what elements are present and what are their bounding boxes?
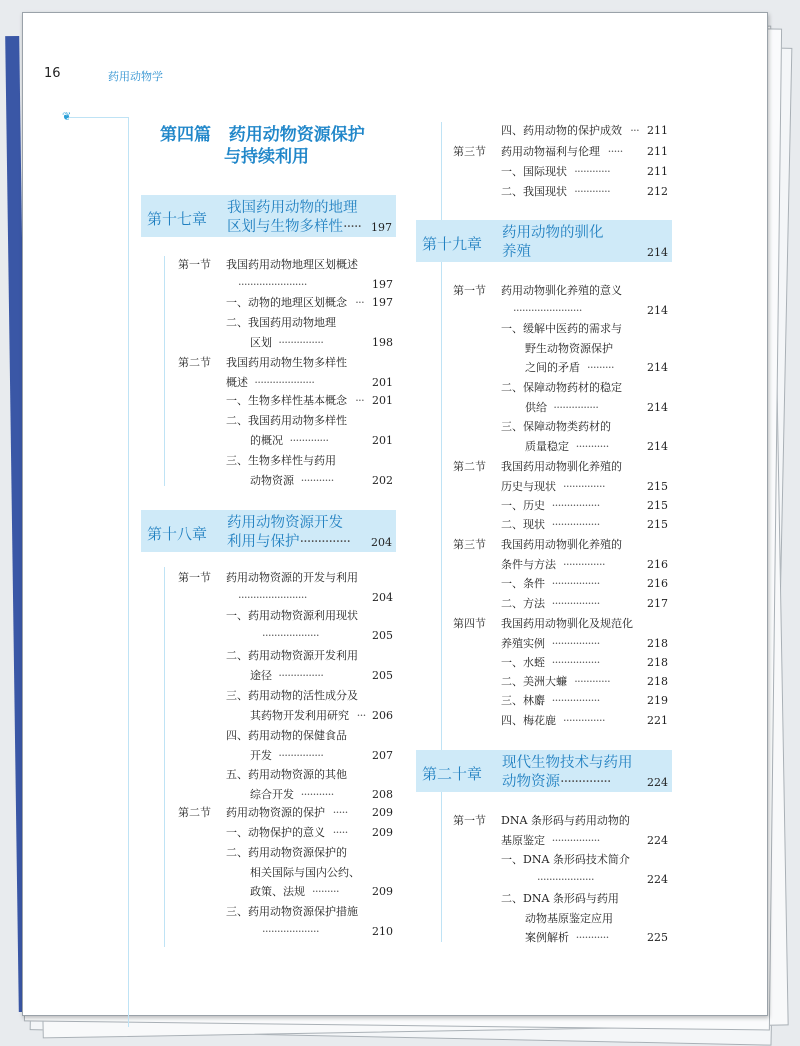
leader-dots: ················ (551, 656, 600, 669)
toc-entry-text: 药用动物资源的开发与利用 (226, 571, 358, 584)
chapter-title-line2: 动物资源 (502, 774, 560, 790)
toc-entry-text: 三、林麝 (501, 694, 545, 707)
leader-dots: ··· (355, 394, 365, 407)
toc-entry-text: DNA 条形码与药用动物的 (501, 814, 630, 827)
leader-dots: ··············· (278, 668, 324, 682)
leader-dots: ·············· (563, 479, 605, 493)
chapter-title-line2: 利用与保护 (227, 534, 300, 550)
page-ref: 221 (647, 714, 668, 727)
toc-entry-text: 动物基原鉴定应用 (525, 911, 613, 925)
leader-dots: ······················· (238, 277, 307, 291)
section-number: 第三节 (453, 538, 486, 551)
page-ref: 209 (372, 806, 393, 819)
page-ref: 198 (372, 335, 393, 349)
page-ref: 214 (647, 303, 668, 317)
chapter-page: 204 (371, 536, 392, 549)
toc-entry-text: 二、药用动物资源开发利用 (226, 649, 358, 662)
page-ref: 206 (372, 708, 393, 722)
toc-entry-text: 供给 (525, 400, 547, 414)
section-number: 第一节 (178, 258, 211, 271)
leader-dots: ····· (332, 826, 348, 839)
page-ref: 214 (647, 439, 668, 453)
chapter-title-line1: 我国药用动物的地理 (227, 200, 358, 216)
leader-dots: ················ (551, 597, 600, 610)
chapter-bracket (164, 567, 165, 947)
leader-dots: ················ (551, 636, 600, 650)
leader-dots: ··· (630, 124, 640, 137)
toc-entry-text: 我国药用动物地理区划概述 (226, 258, 358, 271)
chapter-number: 第十八章 (147, 525, 208, 543)
leader-dots: ··· (355, 296, 365, 309)
page-ref: 224 (647, 872, 668, 886)
toc-entry-text: 一、生物多样性基本概念 (226, 394, 347, 407)
toc-entry-text: 一、历史 (501, 499, 545, 512)
chapter-title-line1: 药用动物资源开发 (227, 515, 343, 531)
chapter-title-line1: 现代生物技术与药用 (502, 755, 633, 771)
toc-entry-text: 药用动物福利与伦理 (501, 145, 600, 158)
page-ref: 202 (372, 473, 393, 487)
page-ref: 209 (372, 885, 393, 899)
chapter-title-line2: 养殖 (502, 244, 531, 260)
toc-entry-text: 四、药用动物的保健食品 (226, 729, 347, 742)
part-title (160, 124, 410, 168)
page-ref: 215 (647, 518, 668, 531)
page-ref: 215 (647, 499, 668, 512)
decor-line (68, 117, 128, 118)
toc-entry-text: 一、动物保护的意义 (226, 826, 325, 839)
toc-entry-text: 动物资源 (250, 473, 294, 487)
toc-entry-text: 途径 (250, 668, 272, 682)
toc-entry-text: 基原鉴定 (501, 833, 545, 847)
leader-dots: ··················· (537, 872, 594, 886)
toc-entry-text: 我国药用动物驯化及规范化 (501, 617, 633, 630)
toc-entry-text: 开发 (250, 748, 272, 762)
toc-entry-text: 一、动物的地理区划概念 (226, 296, 347, 309)
toc-entry-text: 质量稳定 (525, 439, 569, 453)
leader-dots: ············ (574, 165, 611, 178)
leader-dots: ··········· (575, 931, 609, 945)
toc-entry-text: 二、我国药用动物地理 (226, 316, 336, 329)
page-ref: 211 (647, 124, 668, 137)
page-ref: 208 (372, 787, 393, 801)
page-number: 16 (44, 66, 61, 81)
page-ref: 218 (647, 675, 668, 688)
toc-entry-text: 一、DNA 条形码技术简介 (501, 853, 630, 866)
toc-entry-text: 三、药用动物资源保护措施 (226, 905, 358, 918)
chapter-page: 224 (647, 776, 668, 789)
part-title-line1: 药用动物资源保护 (228, 125, 365, 145)
page-ref: 209 (372, 826, 393, 839)
leader-dots: ··· (356, 708, 366, 722)
chapter-page: 214 (647, 246, 668, 259)
leader-dots: ··············· (553, 400, 599, 414)
leader-dots: ········· (587, 361, 614, 375)
toc-entry-text: 案例解析 (525, 931, 569, 945)
chapter-number: 第十七章 (147, 210, 208, 228)
leaf-icon: ❦ (62, 110, 72, 123)
toc-entry-text: 之间的矛盾 (525, 361, 580, 375)
leader-dots: ················ (551, 499, 600, 512)
toc-entry-text: 三、保障动物类药材的 (501, 420, 611, 433)
toc-entry-text: 二、美洲大蠊 (501, 675, 567, 688)
leader-dots: ············ (574, 185, 611, 198)
page-ref: 201 (372, 394, 393, 407)
chapter-number: 第二十章 (422, 765, 483, 783)
toc-entry-text: 四、梅花鹿 (501, 714, 556, 727)
leader-dots: ············ (574, 675, 611, 688)
page-ref: 214 (647, 400, 668, 414)
leader-dots: ····· (332, 806, 348, 819)
leader-dots: ···················· (254, 375, 315, 389)
page-ref: 201 (372, 375, 393, 389)
leader-dots: ······················· (238, 590, 307, 604)
leader-dots: ··············· (278, 335, 324, 349)
running-header-title: 药用动物学 (108, 70, 163, 83)
section-number: 第四节 (453, 617, 486, 630)
leader-dots: ················ (551, 694, 600, 707)
leader-dots: ··············· (278, 748, 324, 762)
toc-entry-text: 二、我国现状 (501, 185, 567, 198)
page-ref: 214 (647, 361, 668, 375)
toc-entry-text: 药用动物驯化养殖的意义 (501, 284, 622, 297)
toc-entry-text: 我国药用动物驯化养殖的 (501, 460, 622, 473)
page-ref: 204 (372, 590, 393, 604)
page-ref: 216 (647, 577, 668, 590)
page-ref: 207 (372, 748, 393, 762)
leader-dots: ·············· (563, 557, 605, 571)
section-number: 第三节 (453, 145, 486, 158)
page-ref: 216 (647, 557, 668, 571)
page-ref: 201 (372, 433, 393, 447)
page-ref: 219 (647, 694, 668, 707)
leader-dots: ················ (551, 518, 600, 531)
toc-entry-text: 我国药用动物生物多样性 (226, 356, 347, 369)
toc-entry-text: 区划 (250, 335, 272, 349)
chapter-20-heading[interactable]: 第二十章 现代生物技术与药用 动物资源·············· 224 (416, 750, 672, 792)
page-ref: 218 (647, 636, 668, 650)
toc-entry-text: 一、药用动物资源利用现状 (226, 609, 358, 622)
leader-dots: ··········· (300, 473, 334, 487)
toc-entry-text: 三、生物多样性与药用 (226, 454, 336, 467)
leader-dots: ······················· (513, 303, 582, 317)
page-ref: 215 (647, 479, 668, 493)
toc-entry-text: 一、水蛭 (501, 656, 545, 669)
chapter-title-line1: 药用动物的驯化 (502, 225, 604, 241)
section-number: 第一节 (453, 814, 486, 827)
leader-dots: ················ (551, 833, 600, 847)
leader-dots: ··················· (262, 628, 319, 642)
toc-entry-text: 的概况 (250, 433, 283, 447)
chapter-number: 第十九章 (422, 235, 483, 253)
chapter-17-heading[interactable]: 第十七章 我国药用动物的地理 区划与生物多样性····· 197 (141, 195, 396, 237)
page-ref: 225 (647, 931, 668, 945)
page-ref: 205 (372, 668, 393, 682)
toc-entry-text: 二、现状 (501, 518, 545, 531)
toc-entry-text: 药用动物资源的保护 (226, 806, 325, 819)
chapter-bracket (441, 282, 442, 722)
toc-entry-text: 二、方法 (501, 597, 545, 610)
section-number: 第二节 (453, 460, 486, 473)
toc-entry-text: 概述 (226, 375, 248, 389)
page-ref: 197 (372, 296, 393, 309)
toc-entry-text: 二、药用动物资源保护的 (226, 846, 347, 859)
toc-entry-text: 其药物开发利用研究 (250, 708, 349, 722)
section-number: 第一节 (453, 284, 486, 297)
chapter-title-line2: 区划与生物多样性 (227, 219, 343, 235)
page-ref: 211 (647, 165, 668, 178)
page-ref: 212 (647, 185, 668, 198)
toc-entry-text: 相关国际与国内公约、 (250, 865, 360, 879)
page-ref: 197 (372, 277, 393, 291)
page-ref: 205 (372, 628, 393, 642)
toc-entry-text: 三、药用动物的活性成分及 (226, 689, 358, 702)
toc-entry-text: 养殖实例 (501, 636, 545, 650)
part-title-line2: 与持续利用 (224, 147, 309, 167)
chapter-18-heading[interactable]: 第十八章 药用动物资源开发 利用与保护·············· 204 (141, 510, 396, 552)
toc-entry-text: 我国药用动物驯化养殖的 (501, 538, 622, 551)
toc-entry-text: 一、缓解中医药的需求与 (501, 322, 622, 335)
toc-entry-text: 五、药用动物资源的其他 (226, 768, 347, 781)
leader-dots: ········· (312, 885, 339, 899)
toc-entry-text: 一、条件 (501, 577, 545, 590)
page-ref: 218 (647, 656, 668, 669)
leader-dots: ····· (607, 145, 623, 158)
part-label: 第四篇 (160, 125, 211, 145)
toc-entry-text: 二、保障动物药材的稳定 (501, 381, 622, 394)
leader-dots: ··········· (300, 787, 334, 801)
section-number: 第二节 (178, 806, 211, 819)
page-ref: 210 (372, 924, 393, 938)
page-ref: 217 (647, 597, 668, 610)
chapter-page: 197 (371, 221, 392, 234)
toc-entry-text: 历史与现状 (501, 479, 556, 493)
toc-entry-text: 二、我国药用动物多样性 (226, 414, 347, 427)
toc-entry-text: 一、国际现状 (501, 165, 567, 178)
toc-entry-text: 条件与方法 (501, 557, 556, 571)
decor-line (128, 117, 129, 1027)
leader-dots: ··········· (575, 439, 609, 453)
section-number: 第一节 (178, 571, 211, 584)
leader-dots: ················ (551, 577, 600, 590)
page-ref: 224 (647, 833, 668, 847)
section-number: 第二节 (178, 356, 211, 369)
chapter-19-heading[interactable] (416, 220, 672, 262)
chapter-bracket (164, 256, 165, 486)
leader-dots: ··················· (262, 924, 319, 938)
toc-entry-text: 综合开发 (250, 787, 294, 801)
toc-entry-text: 二、DNA 条形码与药用 (501, 892, 619, 905)
toc-entry-text: 四、药用动物的保护成效 (501, 124, 622, 137)
leader-dots: ·············· (563, 714, 605, 727)
leader-dots: ············· (289, 433, 329, 447)
toc-entry-text: 政策、法规 (250, 885, 305, 899)
page-ref: 211 (647, 145, 668, 158)
toc-entry-text: 野生动物资源保护 (525, 341, 613, 355)
